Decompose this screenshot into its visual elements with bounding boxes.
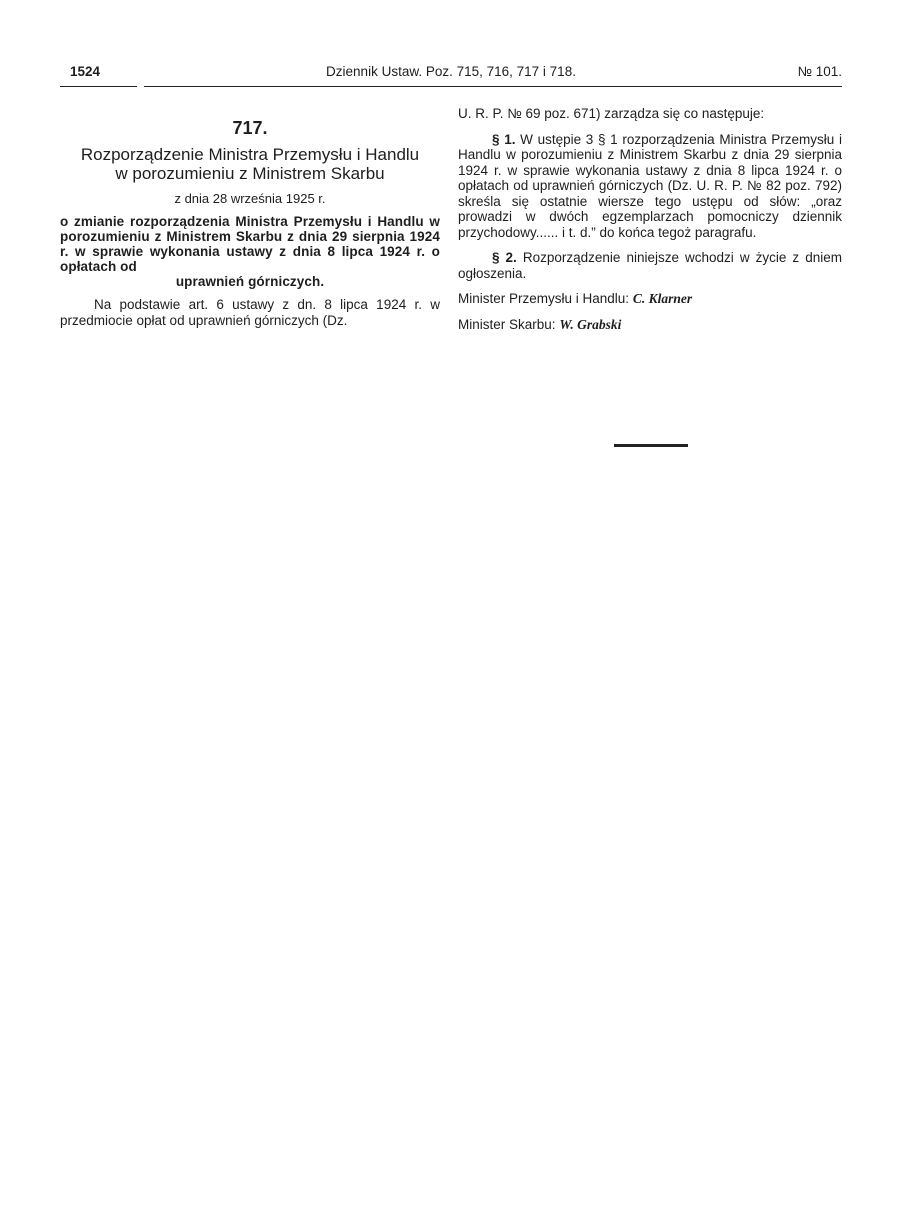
- header-rule-left: [60, 86, 137, 87]
- section-1-label: § 1.: [492, 131, 516, 147]
- signature-1-role: Minister Przemysłu i Handlu:: [458, 291, 630, 306]
- section-1: [458, 132, 842, 241]
- section-2: [458, 250, 842, 281]
- position-number: 717.: [232, 118, 268, 138]
- title-line-2: w porozumieniu z Ministrem Skarbu: [115, 164, 385, 183]
- signature-2-role: Minister Skarbu:: [458, 317, 556, 332]
- subject-last-line: uprawnień górniczych.: [175, 274, 325, 289]
- document-title: [60, 145, 440, 183]
- subject-text: o zmianie rozporządzenia Ministra Przemysłu i Handlu w porozumieniu z Ministrem Skarbu z dnia 29 sierpnia 1924 r. w sprawie wykonania ustawy z dnia 8 lipca 1924 r. o opłatach od: [60, 214, 440, 274]
- title-line-1: Rozporządzenie Ministra Przemysłu i Handlu: [80, 145, 420, 164]
- header-rule-right: [144, 86, 842, 87]
- section-2-label: § 2.: [492, 250, 517, 265]
- page-number: 1524: [70, 64, 101, 79]
- signature-1: [458, 291, 842, 307]
- preamble: Na podstawie art. 6 ustawy z dn. 8 lipca 1924 r. w przedmiocie opłat od uprawnień górniczych (Dz.: [60, 297, 440, 328]
- signature-1-name: C. Klarner: [632, 291, 693, 306]
- document-subject: [60, 214, 440, 289]
- preamble-continuation: U. R. P. № 69 poz. 671) zarządza się co następuje:: [458, 106, 765, 121]
- right-column: [458, 106, 842, 343]
- page-header: [60, 62, 842, 84]
- journal-title: Dziennik Ustaw. Poz. 715, 716, 717 i 718.: [326, 64, 576, 79]
- section-1-text: W ustępie 3 § 1 rozporządzenia Ministra Przemysłu i Handlu w porozumieniu z Ministrem Skarbu z dnia 29 sierpnia 1924 r. w sprawie wykonania ustawy z dnia 8 lipca 1924 r. o opłatach od uprawnień górniczych (Dz. U. R. P. № 82 poz. 792) skreśla się ostatnie wiersze tego ustępu od słów: „oraz prowadzi w dwóch egzemplarzach pomocniczy dziennik przychodowy...... i t. d.” do końca tegoż paragrafu.: [458, 131, 842, 240]
- signature-2: [458, 317, 842, 333]
- section-2-text: Rozporządzenie niniejsze wchodzi w życie z dniem ogłoszenia.: [458, 250, 842, 281]
- issue-number: № 101.: [797, 64, 842, 79]
- end-divider: [614, 444, 688, 447]
- signature-2-name: W. Grabski: [559, 317, 622, 332]
- left-column: [60, 118, 440, 328]
- document-date: z dnia 28 września 1925 r.: [174, 191, 326, 206]
